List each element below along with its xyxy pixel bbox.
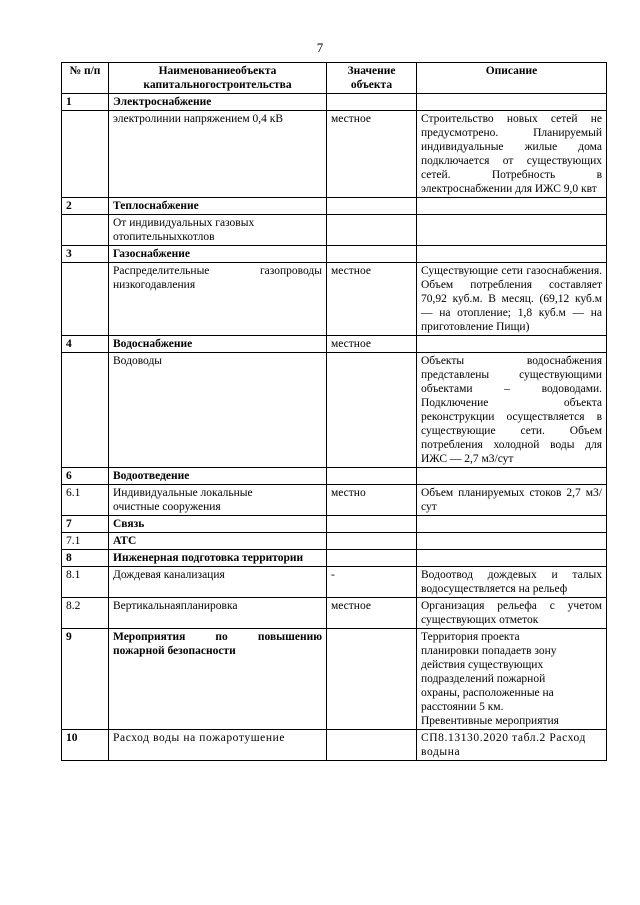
row-num: 8.2 [62, 598, 109, 629]
row-value: местное [327, 111, 417, 198]
row-num: 8.1 [62, 567, 109, 598]
row-num: 10 [62, 730, 109, 761]
header-num: № п/п [62, 63, 109, 94]
row-desc [417, 550, 607, 567]
row-value: местное [327, 598, 417, 629]
table-row [62, 468, 607, 485]
row-desc: Строительство новых сетей не предусмотрено. Планируемый индивидуальные жилые дома подключается от существующих сетей. Потребность в электроснабжении для ИЖС 9,0 квт [417, 111, 607, 198]
row-num [62, 263, 109, 336]
row-desc [417, 246, 607, 263]
row-desc [417, 198, 607, 215]
row-num: 7.1 [62, 533, 109, 550]
row-value [327, 215, 417, 246]
table-header-row [62, 63, 607, 94]
row-value [327, 730, 417, 761]
row-num: 7 [62, 516, 109, 533]
table-row [62, 567, 607, 598]
header-value: Значение объекта [327, 63, 417, 94]
row-num [62, 111, 109, 198]
row-desc: Существующие сети газоснабжения. Объем потребления составляет 70,92 куб.м. В месяц. (69,12 куб.м — на отопление; 1,8 куб.м — на приготовление Пищи) [417, 263, 607, 336]
row-name: Индивидуальные локальные очистные сооружения [109, 485, 327, 516]
row-value: местное [327, 336, 417, 353]
row-name: Дождевая канализация [109, 567, 327, 598]
table-row [62, 215, 607, 246]
row-name: Распределительные газопроводы низкогодавления [109, 263, 327, 336]
row-desc [417, 468, 607, 485]
row-name: Инженерная подготовка территории [109, 550, 327, 567]
table-row [62, 94, 607, 111]
table-row [62, 598, 607, 629]
row-name: Расход воды на пожаротушение [109, 730, 327, 761]
row-value [327, 550, 417, 567]
row-name: электролинии напряжением 0,4 кВ [109, 111, 327, 198]
row-num: 8 [62, 550, 109, 567]
row-num: 6 [62, 468, 109, 485]
row-value: - [327, 567, 417, 598]
row-num: 3 [62, 246, 109, 263]
table-row [62, 629, 607, 730]
row-desc: Организация рельефа с учетом существующих отметок [417, 598, 607, 629]
row-value [327, 94, 417, 111]
row-num [62, 215, 109, 246]
row-desc [417, 533, 607, 550]
row-name: Водоводы [109, 353, 327, 468]
row-num: 9 [62, 629, 109, 730]
row-name: Мероприятия по повышению пожарной безопасности [109, 629, 327, 730]
table-row [62, 353, 607, 468]
header-name: Наименованиеобъекта капитальногостроительства [109, 63, 327, 94]
row-desc: Территория проекта планировки попадаетв зону действия существующих подразделений пожарной охраны, расположенные на расстоянии 5 км. Превентивные мероприятия [417, 629, 607, 730]
row-value [327, 629, 417, 730]
row-desc: Водоотвод дождевых и талых водосуществляется на рельеф [417, 567, 607, 598]
row-name: Водоотведение [109, 468, 327, 485]
row-value [327, 533, 417, 550]
row-desc [417, 94, 607, 111]
row-desc [417, 215, 607, 246]
row-desc [417, 516, 607, 533]
objects-table [61, 62, 607, 761]
table-row [62, 246, 607, 263]
header-desc: Описание [417, 63, 607, 94]
row-value [327, 198, 417, 215]
row-value: местное [327, 263, 417, 336]
row-name: Теплоснабжение [109, 198, 327, 215]
table-row [62, 263, 607, 336]
page-number: 7 [316, 40, 324, 55]
row-desc: СП8.13130.2020 табл.2 Расход водына [417, 730, 607, 761]
row-name: Вертикальнаяпланировка [109, 598, 327, 629]
table-row [62, 533, 607, 550]
row-name: Связь [109, 516, 327, 533]
table-row [62, 198, 607, 215]
row-name: АТС [109, 533, 327, 550]
row-num: 6.1 [62, 485, 109, 516]
table-row [62, 336, 607, 353]
table-row [62, 730, 607, 761]
row-num: 1 [62, 94, 109, 111]
table-row [62, 550, 607, 567]
row-desc: Объекты водоснабжения представлены существующими объектами – водоводами. Подключение объекта реконструкции осуществляется в существующие сети. Объем потребления холодной воды для ИЖС — 2,7 м3/сут [417, 353, 607, 468]
row-value [327, 246, 417, 263]
table-row [62, 516, 607, 533]
table-row [62, 485, 607, 516]
row-num [62, 353, 109, 468]
row-name: Водоснабжение [109, 336, 327, 353]
row-value [327, 353, 417, 468]
row-desc [417, 336, 607, 353]
row-value [327, 468, 417, 485]
row-value: местно [327, 485, 417, 516]
row-value [327, 516, 417, 533]
row-num: 2 [62, 198, 109, 215]
row-desc: Объем планируемых стоков 2,7 м3/сут [417, 485, 607, 516]
row-num: 4 [62, 336, 109, 353]
table-row [62, 111, 607, 198]
row-name: Электроснабжение [109, 94, 327, 111]
row-name: Газоснабжение [109, 246, 327, 263]
row-name: От индивидуальных газовых отопительныхкотлов [109, 215, 327, 246]
